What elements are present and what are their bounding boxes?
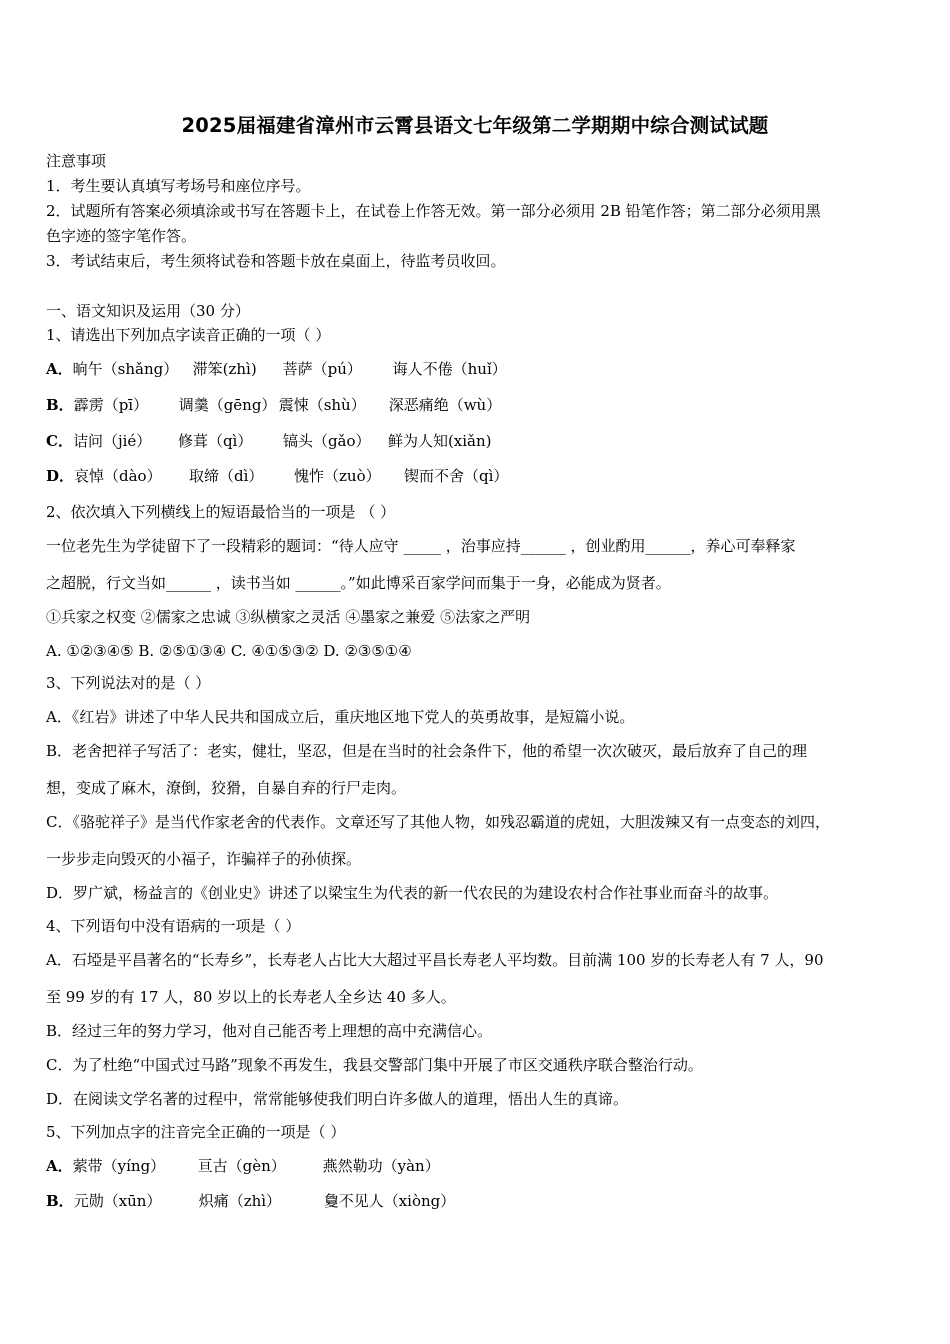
note-item: 1．考生要认真填写考场号和座位序号。 (46, 177, 311, 195)
option-word: 炽痛（zhì） (198, 1192, 282, 1210)
page-title: 2025届福建省漳州市云霄县语文七年级第二学期期中综合测试试题 (181, 114, 769, 137)
q3-option-c: C．《骆驼祥子》是当代作家老舍的代表作。文章还写了其他人物，如残忍霸道的虎妞，大胆泼辣又有一点变态的刘四， (46, 813, 830, 831)
notes-heading: 注意事项 (46, 152, 107, 170)
question-5-stem: 5、下列加点字的注音完全正确的一项是（ ） (46, 1123, 346, 1141)
question-2-stem: 2、依次填入下列横线上的短语最恰当的一项是 （ ） (46, 503, 396, 521)
q1-option-b (46, 395, 501, 415)
option-word: 燕然勒功（yàn） (322, 1157, 440, 1175)
option-word: 亘古（gèn） (197, 1157, 286, 1175)
q5-option-a (46, 1156, 440, 1176)
option-label: B． (46, 1192, 74, 1210)
q2-phrases: ①兵家之权变 ②儒家之忠诚 ③纵横家之灵活 ④墨家之兼爱 ⑤法家之严明 (46, 608, 531, 626)
option-label: D． (46, 467, 75, 485)
q4-option-d: D．在阅读文学名著的过程中，常常能够使我们明白许多做人的道理，悟出人生的真谛。 (46, 1090, 629, 1108)
option-word: 修葺（qì） (177, 432, 253, 450)
q2-passage-line: 一位老先生为学徒留下了一段精彩的题词：“待人应守 _____ ，治事应持______ ，创业酌用______，养心可奉释家 (46, 537, 796, 555)
q3-option-a: A．《红岩》讲述了中华人民共和国成立后，重庆地区地下党人的英勇故事，是短篇小说。 (46, 708, 635, 726)
q5-option-b (46, 1191, 455, 1211)
question-3-stem: 3、下列说法对的是（ ） (46, 674, 211, 692)
q4-option-b: B．经过三年的努力学习，他对自己能否考上理想的高中充满信心。 (46, 1022, 493, 1040)
q1-option-d (46, 466, 508, 486)
section-heading: 一、语文知识及运用（30 分） (46, 302, 250, 320)
q2-choices: A. ①②③④⑤ B. ②⑤①③④ C. ④①⑤③② D. ②③⑤①④ (46, 642, 412, 660)
q4-option-a-cont: 至 99 岁的有 17 人，80 岁以上的长寿老人全乡达 40 多人。 (46, 988, 456, 1006)
option-label: C． (46, 432, 73, 450)
q3-option-d: D．罗广斌，杨益言的《创业史》讲述了以梁宝生为代表的新一代农民的为建设农村合作社事业而奋斗的故事。 (46, 884, 779, 902)
option-word: 菩萨（pú） (282, 360, 362, 378)
option-word: 元勋（xūn） (73, 1192, 162, 1210)
q3-option-c-cont: 一步步走向毁灭的小福子，诈骗祥子的孙侦探。 (46, 850, 362, 868)
option-word: 晌午（shǎng） (72, 360, 179, 378)
option-word: 镐头（gǎo） (282, 432, 371, 450)
question-1-stem: 1、请选出下列加点字读音正确的一项（ ） (46, 326, 331, 344)
option-label: A． (46, 360, 73, 378)
option-word: 震悚（shù） (278, 396, 366, 414)
option-word: 诘问（jié） (72, 432, 152, 450)
option-word: 霹雳（pī） (73, 396, 149, 414)
note-item: 色字迹的签字笔作答。 (46, 227, 197, 245)
option-word: 哀悼（dào） (74, 467, 162, 485)
option-label: B． (46, 396, 74, 414)
q1-option-a (46, 359, 507, 379)
q4-option-c: C．为了杜绝“中国式过马路”现象不再发生，我县交警部门集中开展了市区交通秩序联合整治行动。 (46, 1056, 703, 1074)
q3-option-b: B．老舍把祥子写活了：老实，健壮，坚忍，但是在当时的社会条件下，他的希望一次次破灭，最后放弃了自己的理 (46, 742, 808, 760)
q2-passage-line: 之超脱，行文当如______ ，读书当如 ______。”如此博采百家学问而集于一身，必能成为贤者。 (46, 574, 671, 592)
note-item: 2．试题所有答案必须填涂或书写在答题卡上，在试卷上作答无效。第一部分必须用 2B 铅笔作答；第二部分必须用黑 (46, 202, 821, 220)
option-word: 敻不见人（xiòng） (323, 1192, 456, 1210)
option-word: 萦带（yíng） (72, 1157, 166, 1175)
note-item: 3．考试结束后，考生须将试卷和答题卡放在桌面上，待监考员收回。 (46, 252, 506, 270)
q1-option-c (46, 431, 492, 451)
question-4-stem: 4、下列语句中没有语病的一项是（ ） (46, 917, 301, 935)
option-word: 滞笨(zhì) (192, 360, 257, 378)
option-word: 深恶痛绝（wù） (388, 396, 502, 414)
option-word: 愧怍（zuò） (294, 467, 381, 485)
q3-option-b-cont: 想，变成了麻木，潦倒，狡猾，自暴自弃的行尸走肉。 (46, 779, 407, 797)
option-word: 调羹（gēng） (178, 396, 277, 414)
option-word: 取缔（dì） (189, 467, 264, 485)
option-label: A． (46, 1157, 73, 1175)
option-word: 诲人不倦（huǐ） (392, 360, 507, 378)
q4-option-a: A．石埡是平昌著名的“长寿乡”，长寿老人占比大大超过平昌长寿老人平均数。目前满 100 岁的长寿老人有 7 人，90 (46, 951, 824, 969)
option-word: 鲜为人知(xiǎn) (387, 432, 492, 450)
option-word: 锲而不舍（qì） (404, 467, 509, 485)
